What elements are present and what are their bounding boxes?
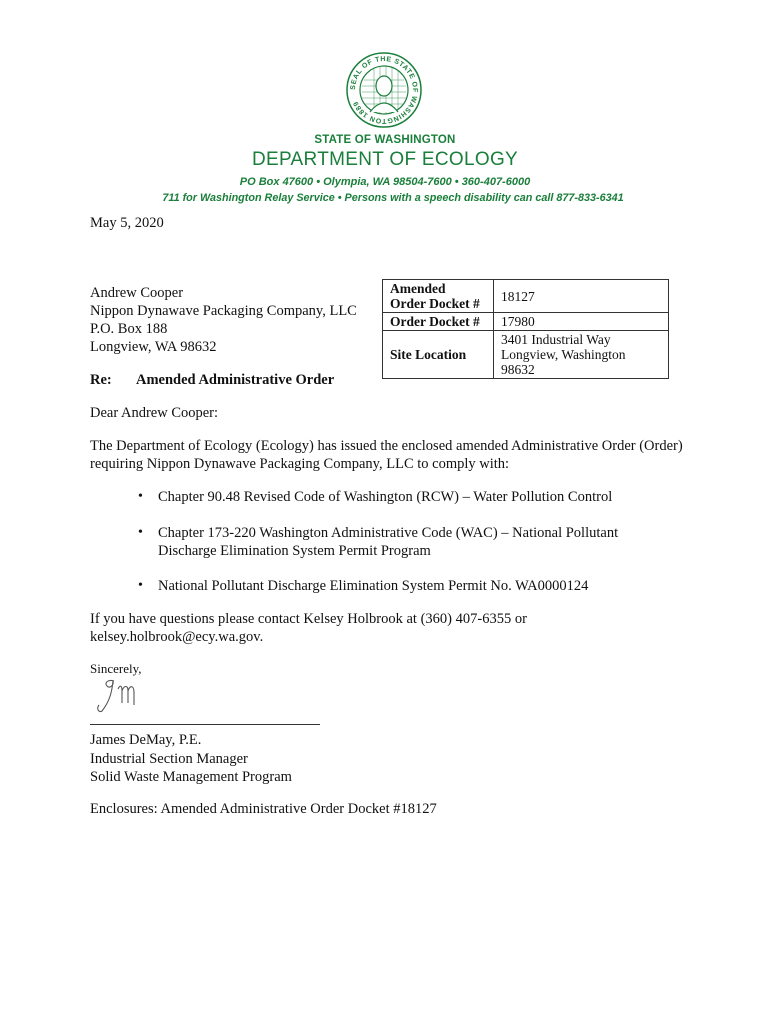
docket-table bbox=[382, 279, 669, 379]
enclosures: Enclosures: Amended Administrative Order Docket #18127 bbox=[90, 801, 437, 817]
letterhead-address: PO Box 47600 • Olympia, WA 98504-7600 • 360-407-6000 bbox=[239, 176, 531, 188]
re-label: Re: bbox=[90, 372, 112, 388]
bullet-icon: • bbox=[138, 525, 143, 540]
recipient-address-block bbox=[90, 284, 357, 356]
list-item: Chapter 173-220 Washington Administrative Code (WAC) – National Pollutant Discharge Elimination System Permit Program bbox=[158, 525, 619, 559]
list-item: National Pollutant Discharge Elimination System Permit No. WA0000124 bbox=[158, 578, 589, 594]
recipient-company: Nippon Dynawave Packaging Company, LLC bbox=[90, 303, 357, 319]
letter-date: May 5, 2020 bbox=[90, 215, 164, 231]
recipient-city: Longview, WA 98632 bbox=[90, 339, 217, 355]
signer-title: Industrial Section Manager bbox=[90, 750, 248, 767]
svg-text:SEAL OF THE STATE OF WASHINGTO: SEAL OF THE STATE OF WASHINGTON 1889 bbox=[349, 55, 419, 125]
table-row bbox=[383, 280, 669, 313]
salutation: Dear Andrew Cooper: bbox=[90, 405, 219, 421]
letterhead-state: STATE OF WASHINGTON bbox=[314, 134, 456, 146]
bullet-icon: • bbox=[138, 489, 143, 504]
signer-program: Solid Waste Management Program bbox=[90, 769, 292, 785]
intro-paragraph: The Department of Ecology (Ecology) has issued the enclosed amended Administrative Order (Order) requiring Nippon Dynawave Packaging Company, LLC to comply with: bbox=[90, 438, 683, 472]
signature-line bbox=[90, 724, 320, 725]
site-location-label: Site Location bbox=[383, 331, 494, 379]
signer-block bbox=[90, 731, 292, 787]
closing: Sincerely, bbox=[90, 661, 142, 676]
letterhead-relay-service: 711 for Washington Relay Service • Persons with a speech disability can call 877-833-6341 bbox=[162, 192, 624, 204]
table-row bbox=[383, 331, 669, 379]
order-docket-value: 17980 bbox=[494, 313, 669, 331]
site-location-value: 3401 Industrial Way Longview, Washington 98632 bbox=[494, 331, 669, 379]
bullet-icon: • bbox=[138, 578, 143, 593]
letterhead-department: DEPARTMENT OF ECOLOGY bbox=[251, 149, 518, 170]
state-seal-logo bbox=[346, 52, 422, 128]
list-item: Chapter 90.48 Revised Code of Washington (RCW) – Water Pollution Control bbox=[158, 489, 613, 505]
signer-name: James DeMay, P.E. bbox=[90, 732, 202, 748]
table-row bbox=[383, 313, 669, 331]
amended-docket-label: Amended Order Docket # bbox=[383, 280, 494, 313]
recipient-po-box: P.O. Box 188 bbox=[90, 321, 168, 337]
amended-docket-value: 18127 bbox=[494, 280, 669, 313]
re-subject: Amended Administrative Order bbox=[136, 372, 335, 388]
order-docket-label: Order Docket # bbox=[383, 313, 494, 331]
contact-paragraph: If you have questions please contact Kelsey Holbrook at (360) 407-6355 or kelsey.holbrook@ecy.wa.gov. bbox=[90, 611, 527, 645]
recipient-name: Andrew Cooper bbox=[90, 285, 184, 301]
signature bbox=[92, 675, 152, 715]
